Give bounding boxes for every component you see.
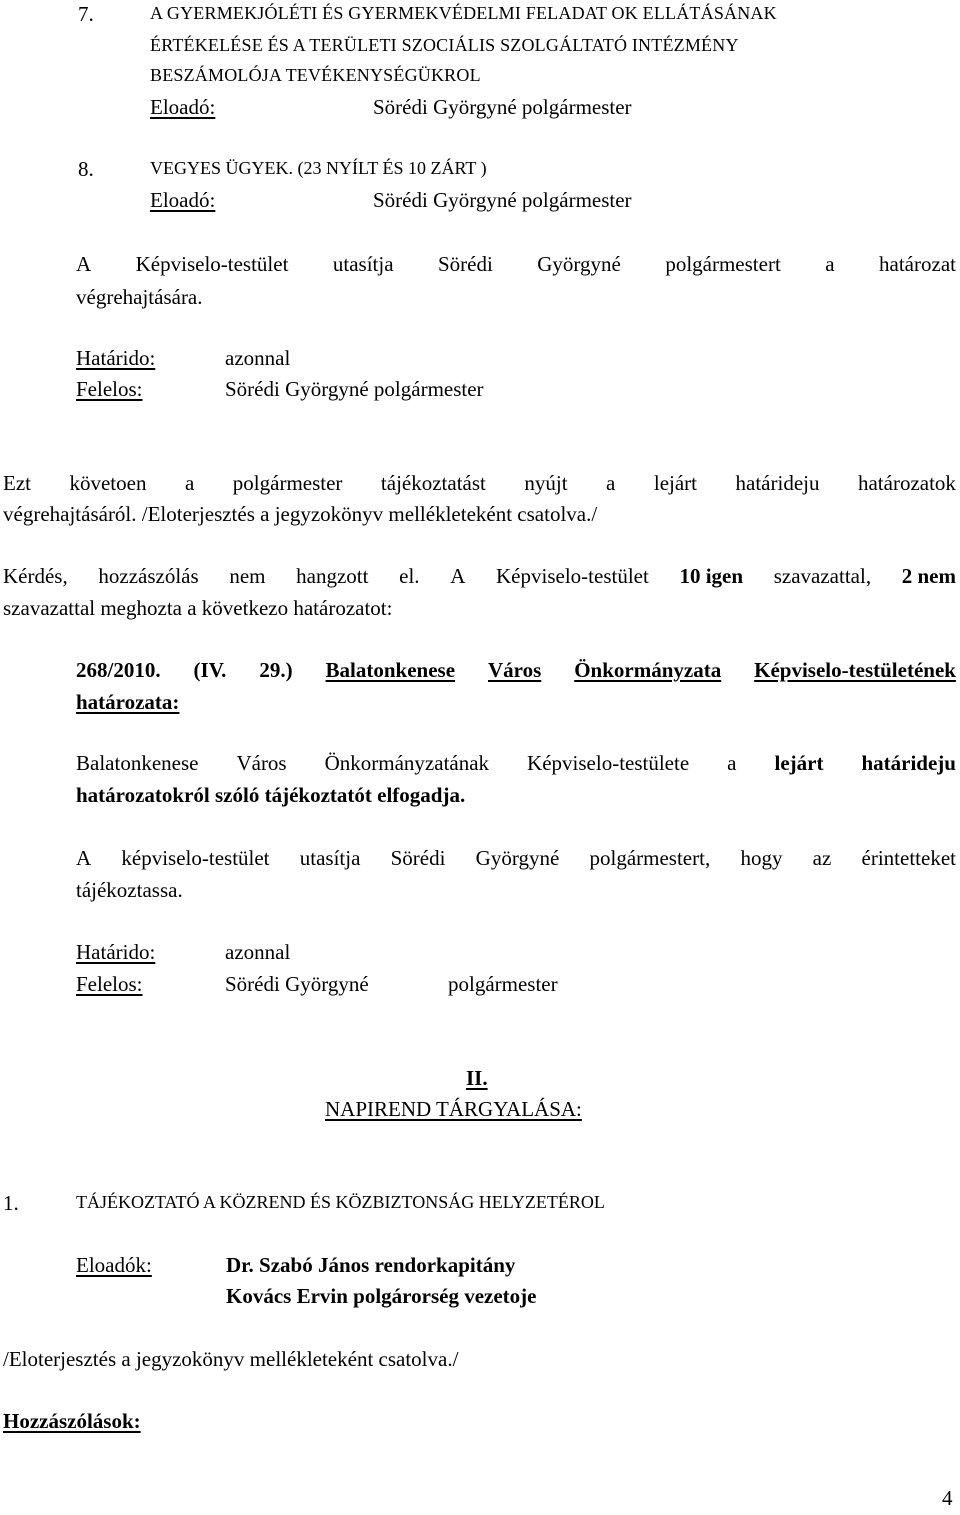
item8-presenter-label: Eloadó: — [150, 188, 216, 212]
word: utasítja — [332, 252, 394, 276]
section2-roman: II. — [466, 1066, 488, 1090]
item7-presenter-label: Eloadó: — [150, 95, 216, 119]
info-line2: végrehajtásáról. /Eloterjesztés a jegyzokönyv mellékleteként csatolva./ — [3, 502, 598, 526]
word: lejárt — [774, 751, 824, 775]
word: 2 nem — [901, 564, 956, 588]
info-line1 — [3, 473, 956, 494]
word: a — [606, 471, 616, 495]
word: a — [727, 751, 737, 775]
word: lejárt — [653, 471, 698, 495]
item8-deadline: azonnal — [225, 346, 291, 370]
item7-number: 7. — [78, 2, 94, 26]
word: Györgyné — [475, 846, 560, 870]
word: hogy — [740, 846, 783, 870]
item7-title-line2: ÉRTÉKELÉSE ÉS A TERÜLETI SZOCIÁLIS SZOLGÁLTATÓ INTÉZMÉNY — [150, 35, 739, 55]
word: követoen — [69, 471, 147, 495]
word: (IV. — [193, 658, 227, 682]
word: Ezt — [3, 471, 31, 495]
resolution-body-line1 — [76, 753, 956, 774]
item1-presenters-label: Eloadók: — [76, 1253, 152, 1277]
word: 29.) — [259, 658, 293, 682]
resolution-responsible-title: polgármester — [448, 972, 558, 996]
word: polgármestert, — [589, 846, 711, 870]
word: a — [825, 252, 835, 276]
word: el. — [399, 564, 420, 588]
item8-responsible: Sörédi Györgyné polgármester — [225, 377, 484, 401]
item7-title-line3: BESZÁMOLÓJA TEVÉKENYSÉGÜKROL — [150, 65, 481, 85]
section2-title: NAPIREND TÁRGYALÁSA: — [325, 1097, 582, 1121]
item8-instruction-line2: végrehajtására. — [76, 285, 203, 309]
resolution-instruction-line1 — [76, 848, 956, 869]
word: A — [76, 252, 92, 276]
word: szavazattal, — [773, 564, 872, 588]
resolution-heading-line2: határozata: — [76, 690, 180, 714]
page-number: 4 — [942, 1486, 953, 1510]
word: Város — [487, 658, 542, 682]
word: határideju — [861, 751, 956, 775]
resolution-deadline: azonnal — [225, 940, 291, 964]
item1-presenter2: Kovács Ervin polgárorség vezetoje — [226, 1284, 537, 1308]
item8-instruction-line1 — [76, 254, 956, 275]
resolution-responsible-label: Felelos: — [76, 972, 143, 996]
item7-presenter: Sörédi Györgyné polgármester — [373, 95, 632, 119]
item8-title: VEGYES ÜGYEK. (23 NYÍLT ÉS 10 ZÁRT ) — [150, 158, 487, 178]
resolution-deadline-label: Határido: — [76, 940, 156, 964]
item1-presenter1: Dr. Szabó János rendorkapitány — [226, 1253, 516, 1277]
word: polgármester — [232, 471, 343, 495]
word: a — [184, 471, 195, 495]
word: Kérdés, — [3, 564, 68, 588]
item8-deadline-label: Határido: — [76, 346, 156, 370]
word: utasítja — [299, 846, 361, 870]
word: határideju — [735, 471, 820, 495]
word: Képviselo-testület — [496, 564, 649, 588]
word: Önkormányzatának — [324, 751, 490, 775]
word: Képviselo-testülete — [527, 751, 690, 775]
vote-line1 — [3, 566, 956, 587]
item8-presenter: Sörédi Györgyné polgármester — [373, 188, 632, 212]
word: képviselo-testület — [121, 846, 270, 870]
word: az — [812, 846, 832, 870]
resolution-responsible-name: Sörédi Györgyné — [225, 972, 369, 996]
item1-attachment: /Eloterjesztés a jegyzokönyv mellékleteként csatolva./ — [3, 1347, 459, 1371]
item1-title: TÁJÉKOZTATÓ A KÖZREND ÉS KÖZBIZTONSÁG HELYZETÉROL — [76, 1192, 605, 1212]
item8-number: 8. — [78, 157, 94, 181]
word: Képviselo-testület — [135, 252, 289, 276]
word: A — [450, 564, 466, 588]
word: Györgyné — [537, 252, 621, 276]
word: határozatok — [857, 471, 956, 495]
word: Sörédi — [437, 252, 493, 276]
word: A — [76, 846, 92, 870]
word: határozat — [879, 252, 956, 276]
item1-number: 1. — [3, 1191, 19, 1215]
item8-responsible-label: Felelos: — [76, 377, 143, 401]
resolution-heading-line1 — [76, 660, 956, 681]
word: Képviselo-testületének — [754, 658, 956, 682]
word: tájékoztatást — [380, 471, 486, 495]
word: Balatonkenese — [325, 658, 456, 682]
word: nyújt — [524, 471, 568, 495]
word: polgármestert — [665, 252, 781, 276]
resolution-instruction-line2: tájékoztassa. — [76, 878, 183, 902]
vote-line2: szavazattal meghozta a következo határozatot: — [3, 596, 393, 620]
word: hangzott — [296, 564, 369, 588]
item1-comments-label: Hozzászólások: — [3, 1409, 141, 1433]
word: hozzászólás — [98, 564, 199, 588]
word: Sörédi — [390, 846, 446, 870]
resolution-body-line2: határozatokról szóló tájékoztatót elfogadja. — [76, 783, 466, 807]
word: Önkormányzata — [574, 658, 722, 682]
word: Balatonkenese — [76, 751, 199, 775]
word: nem — [229, 564, 266, 588]
item7-title-line1: A GYERMEKJÓLÉTI ÉS GYERMEKVÉDELMI FELADAT OK ELLÁTÁSÁNAK — [150, 3, 777, 23]
word: érintetteket — [861, 846, 956, 870]
word: 268/2010. — [76, 658, 161, 682]
word: 10 igen — [679, 564, 744, 588]
word: Város — [236, 751, 287, 775]
